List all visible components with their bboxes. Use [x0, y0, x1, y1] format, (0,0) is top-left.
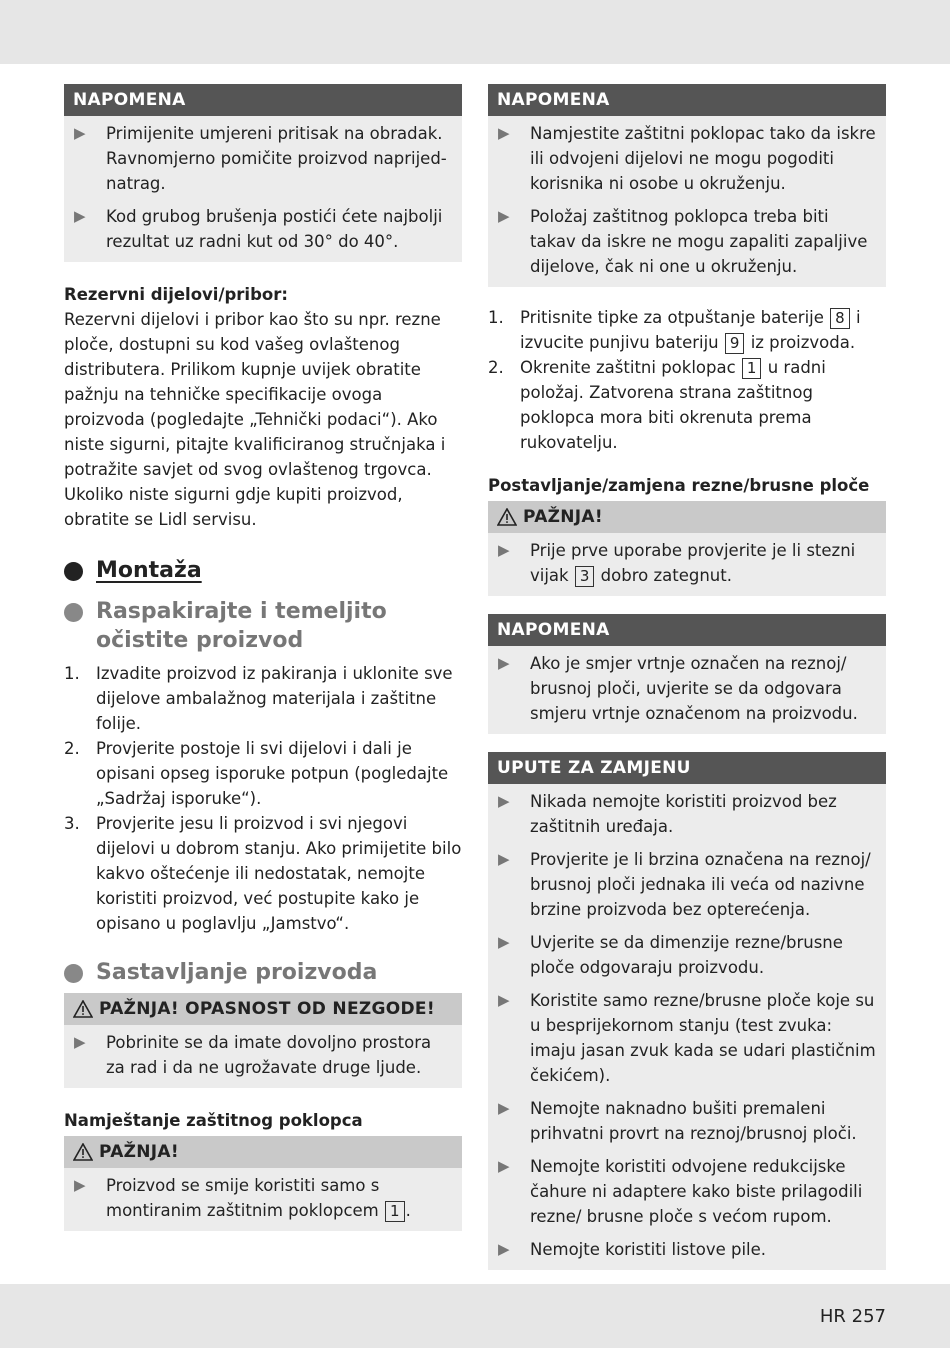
warning-triangle-icon [497, 508, 517, 526]
bullet-dot-icon [64, 601, 96, 623]
warning-item: ▶ Pobrinite se da imate dovoljno prostora za rad i da ne ugrožavate druge ljude. [74, 1030, 452, 1080]
note-item: ▶ Namjestite zaštitni poklopac tako da iskre ili odvojeni dijelovi ne mogu pogoditi korisnika ni osobe u okruženju. [498, 121, 876, 196]
replacement-item: ▶ Nemojte koristiti odvojene redukcijske čahure ni adaptere kako biste prilagodili rezne/ brusne ploče s većom rupom. [498, 1154, 876, 1229]
warning-box [64, 993, 462, 1088]
triangle-bullet-icon: ▶ [498, 654, 510, 672]
list-item: 3. Provjerite jesu li proizvod i svi njegovi dijelovi u dobrom stanju. Ako primijetite bilo kakvo oštećenje ili nedostatak, nemojte koristiti proizvod, već postupite kako je opisano u poglavlju „Jamstvo“. [64, 814, 462, 933]
spare-parts-heading: Rezervni dijelovi/pribor: [64, 285, 288, 304]
disc-heading: Postavljanje/zamjena rezne/brusne ploče [488, 476, 870, 495]
header-band [0, 0, 950, 64]
warning-title: PAŽNJA! [64, 1136, 462, 1168]
part-reference: 1 [385, 1201, 405, 1222]
right-column [488, 84, 886, 1288]
part-reference: 3 [575, 566, 595, 587]
triangle-bullet-icon: ▶ [498, 850, 510, 868]
warning-box [488, 501, 886, 596]
triangle-bullet-icon: ▶ [498, 1240, 510, 1258]
bullet-dot-icon [64, 962, 96, 984]
triangle-bullet-icon: ▶ [498, 991, 510, 1009]
note-title: NAPOMENA [488, 614, 886, 646]
replacement-item: ▶ Nemojte naknadno bušiti premaleni prihvatni provrt na reznoj/brusnoj ploči. [498, 1096, 876, 1146]
list-item: 2. Okrenite zaštitni poklopac 1 u radni položaj. Zatvorena strana zaštitnog poklopca mora biti okrenuta prema rukovatelju. [488, 358, 826, 452]
note-box [64, 84, 462, 262]
note-title: NAPOMENA [64, 84, 462, 116]
warning-item: ▶ Prije prve uporabe provjerite je li stezni vijak 3 dobro zategnut. [498, 538, 876, 588]
replacement-item: ▶ Uvjerite se da dimenzije rezne/brusne ploče odgovaraju proizvodu. [498, 930, 876, 980]
unpack-steps [64, 661, 462, 936]
list-item: 2. Provjerite postoje li svi dijelovi i dali je opisani opseg isporuke potpun (pogledajte „Sadržaj isporuke“). [64, 739, 449, 808]
warning-triangle-icon [73, 1143, 93, 1161]
section-montaza: Montaža [64, 556, 462, 585]
list-item: 1. Izvadite proizvod iz pakiranja i uklonite sve dijelove ambalažnog materijala i zaštitne folije. [64, 664, 453, 733]
note-item: ▶ Ako je smjer vrtnje označen na reznoj/ brusnoj ploči, uvjerite se da odgovara smjeru vrtnje označenom na proizvodu. [498, 651, 876, 726]
section-assembly: Sastavljanje proizvoda [64, 958, 462, 987]
warning-title: PAŽNJA! [488, 501, 886, 533]
warning-box [64, 1136, 462, 1231]
triangle-bullet-icon: ▶ [74, 124, 86, 142]
left-column [64, 84, 462, 1249]
triangle-bullet-icon: ▶ [498, 792, 510, 810]
guard-heading: Namještanje zaštitnog poklopca [64, 1111, 363, 1130]
spare-parts-text: Rezervni dijelovi i pribor kao što su npr. rezne ploče, dostupni su kod vašeg ovlaštenog distributera. Prilikom kupnje uvijek obratite pažnju na tehničke specifikacije ovoga proizvoda (pogledajte „Tehnički podaci“). Ako niste sigurni, pitajte kvalificiranog stručnjaka i potražite savjet od svog ovlaštenog trgovca. Ukoliko niste sigurni gdje kupiti proizvod, obratite se Lidl servisu. [64, 310, 446, 529]
part-reference: 8 [830, 308, 850, 329]
triangle-bullet-icon: ▶ [74, 1176, 86, 1194]
page-number: HR 257 [819, 1306, 886, 1327]
triangle-bullet-icon: ▶ [74, 207, 86, 225]
triangle-bullet-icon: ▶ [74, 1033, 86, 1051]
replacement-title: UPUTE ZA ZAMJENU [488, 752, 886, 784]
warning-item: ▶ Proizvod se smije koristiti samo s montiranim zaštitnim poklopcem 1 . [74, 1173, 452, 1223]
triangle-bullet-icon: ▶ [498, 207, 510, 225]
warning-triangle-icon [73, 1000, 93, 1018]
guard-steps [488, 305, 886, 455]
note-box [488, 84, 886, 287]
note-box [488, 614, 886, 734]
note-item: ▶ Položaj zaštitnog poklopca treba biti takav da iskre ne mogu zapaliti zapaljive dijelove, čak ni one u okruženju. [498, 204, 876, 279]
section-unpack: Raspakirajte i temeljito očistite proizvod [64, 597, 462, 655]
note-item: ▶ Primijenite umjereni pritisak na obradak. Ravnomjerno pomičite proizvod naprijed-natrag. [74, 121, 452, 196]
triangle-bullet-icon: ▶ [498, 933, 510, 951]
replacement-item: ▶ Nikada nemojte koristiti proizvod bez zaštitnih uređaja. [498, 789, 876, 839]
list-item: 1. Pritisnite tipke za otpuštanje baterije 8 i izvucite punjivu bateriju 9 iz proizvoda. [488, 308, 861, 352]
part-reference: 9 [725, 333, 745, 354]
replacement-item: ▶ Provjerite je li brzina označena na reznoj/ brusnoj ploči jednaka ili veća od nazivne brzine proizvoda bez opterećenja. [498, 847, 876, 922]
replacement-item: ▶ Koristite samo rezne/brusne ploče koje su u besprijekornom stanju (test zvuka: imaju jasan zvuk kada se udari plastičnim čekićem). [498, 988, 876, 1088]
note-item: ▶ Kod grubog brušenja postići ćete najbolji rezultat uz radni kut od 30° do 40°. [74, 204, 452, 254]
triangle-bullet-icon: ▶ [498, 124, 510, 142]
triangle-bullet-icon: ▶ [498, 541, 510, 559]
bullet-dot-icon [64, 560, 96, 582]
note-title: NAPOMENA [488, 84, 886, 116]
warning-title: PAŽNJA! OPASNOST OD NEZGODE! [64, 993, 462, 1025]
replacement-box [488, 752, 886, 1270]
replacement-item: ▶ Nemojte koristiti listove pile. [498, 1237, 876, 1262]
triangle-bullet-icon: ▶ [498, 1157, 510, 1175]
footer-band [0, 1284, 950, 1348]
part-reference: 1 [742, 358, 762, 379]
triangle-bullet-icon: ▶ [498, 1099, 510, 1117]
